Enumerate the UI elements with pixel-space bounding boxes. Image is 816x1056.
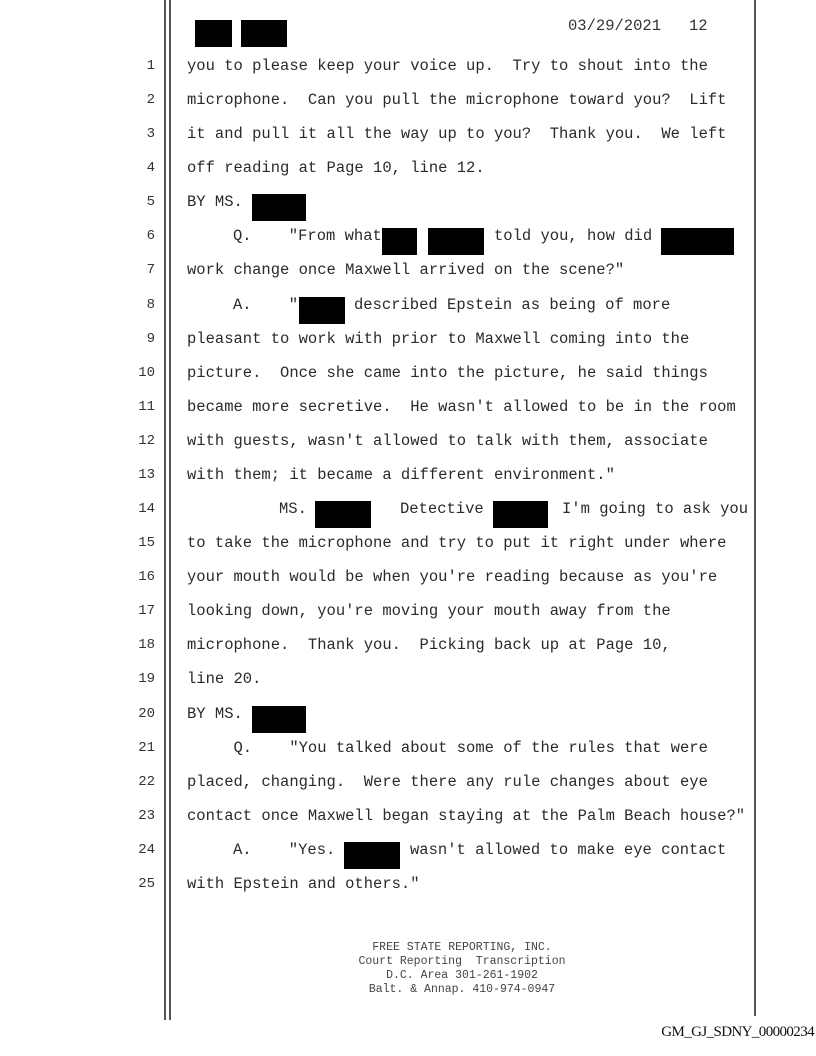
transcript-text: picture. Once she came into the picture, he said things [187, 363, 708, 382]
line-number: 1 [146, 58, 155, 74]
line-number: 10 [138, 364, 155, 381]
redaction [428, 228, 484, 255]
line-number: 4 [146, 160, 155, 177]
line-number: 11 [138, 398, 155, 415]
transcript-text: A. "Yes. [233, 840, 336, 859]
line-number: 24 [138, 841, 155, 858]
transcript-text: your mouth would be when you're reading because as you're [187, 568, 718, 587]
line-number: 21 [138, 739, 155, 756]
transcript-text: looking down, you're moving your mouth away from the [187, 602, 671, 621]
margin-rule-right [754, 0, 756, 1016]
line-number: 13 [138, 466, 155, 483]
transcript-text: pleasant to work with prior to Maxwell coming into the [187, 329, 690, 348]
redaction [241, 20, 287, 47]
line-number: 6 [146, 228, 155, 245]
transcript-text: BY MS. [187, 704, 243, 723]
footer-company: FREE STATE REPORTING, INC. [372, 941, 552, 954]
line-number: 9 [146, 330, 155, 347]
redaction [299, 297, 345, 324]
line-number: 7 [146, 262, 155, 279]
bates-number: GM_GJ_SDNY_00000234 [661, 1024, 814, 1040]
transcript-text: with guests, wasn't allowed to talk with them, associate [187, 431, 708, 450]
transcript-text: Q. "From what [233, 227, 382, 246]
footer-services: Court Reporting Transcription [358, 955, 566, 968]
redaction [661, 228, 734, 255]
margin-rule-left-inner [169, 0, 171, 1020]
transcript-text: wasn't allowed to make eye contact [410, 840, 727, 859]
transcript-text: told you, how did [494, 227, 653, 246]
redaction [195, 20, 232, 47]
line-number: 5 [146, 194, 155, 211]
transcript-text: with them; it became a different environment." [187, 465, 615, 484]
redaction [382, 228, 417, 255]
line-number: 17 [138, 603, 155, 620]
transcript-text: line 20. [187, 670, 262, 689]
transcript-text: Q. "You talked about some of the rules that were [187, 738, 708, 757]
transcript-text: work change once Maxwell arrived on the scene?" [187, 261, 625, 280]
line-number: 3 [146, 126, 155, 143]
redaction [344, 842, 400, 869]
transcript-text: you to please keep your voice up. Try to shout into the [187, 57, 708, 75]
transcript-text: to take the microphone and try to put it right under where [187, 534, 727, 553]
line-number: 14 [138, 501, 155, 518]
redaction [252, 194, 306, 221]
footer-dc-phone: D.C. Area 301-261-1902 [386, 969, 538, 982]
header-page-number: 12 [689, 17, 708, 35]
redaction [315, 501, 371, 528]
transcript-text: off reading at Page 10, line 12. [187, 159, 485, 178]
line-number: 22 [138, 773, 155, 790]
transcript-text: microphone. Thank you. Picking back up at Page 10, [187, 636, 671, 655]
line-number: 15 [138, 535, 155, 552]
transcript-text: became more secretive. He wasn't allowed to be in the room [187, 397, 736, 416]
transcript-text: microphone. Can you pull the microphone toward you? Lift [187, 91, 727, 110]
line-number: 23 [138, 807, 155, 824]
transcript-text: Detective [400, 500, 484, 519]
transcript-text: placed, changing. Were there any rule changes about eye [187, 772, 708, 791]
transcript-text: MS. [279, 500, 307, 519]
redaction [493, 501, 548, 528]
footer-balt-phone: Balt. & Annap. 410-974-0947 [368, 983, 556, 996]
transcript-text: with Epstein and others." [187, 874, 420, 893]
line-number: 8 [146, 296, 155, 313]
margin-rule-left [164, 0, 166, 1020]
line-number: 12 [138, 432, 155, 449]
transcript-text: it and pull it all the way up to you? Thank you. We left [187, 125, 727, 144]
transcript-text: described Epstein as being of more [354, 295, 671, 314]
transcript-text: A. " [233, 295, 299, 314]
line-number: 25 [138, 875, 155, 892]
header-date: 03/29/2021 [568, 17, 662, 35]
line-number: 19 [138, 671, 155, 688]
transcript-text: BY MS. [187, 193, 243, 212]
transcript-text: contact once Maxwell began staying at the Palm Beach house?" [187, 806, 746, 825]
line-number: 20 [138, 705, 155, 722]
line-number: 16 [138, 569, 155, 586]
line-number: 18 [138, 637, 155, 654]
redaction [252, 706, 306, 733]
line-number: 2 [146, 92, 155, 109]
transcript-text: I'm going to ask you [562, 500, 749, 519]
